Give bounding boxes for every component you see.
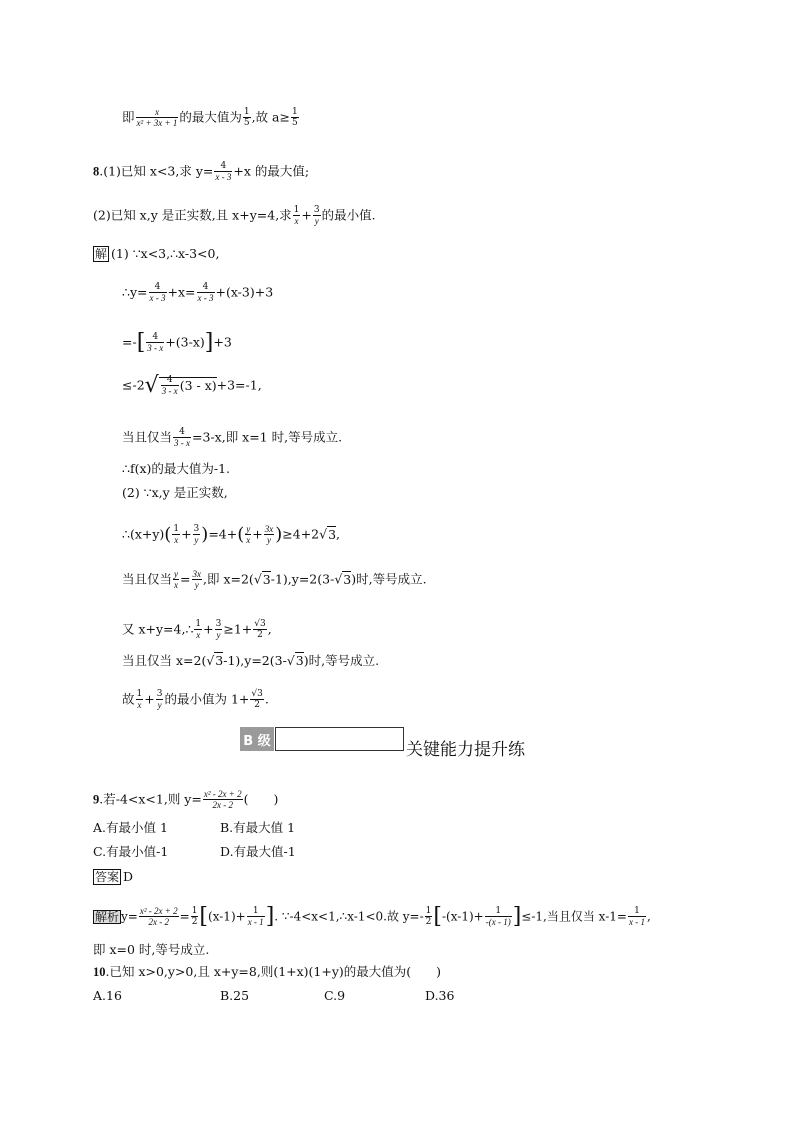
solution-line-5: 当且仅当 $\frac{4}{3 - x}$ =3-x,即 x=1 时,等号成立. (122, 427, 343, 448)
solution-line-2: ∴y= $\frac{4}{x - 3}$ +x= $\frac{4}{x - 3}$ +(x-3)+3 (122, 282, 274, 303)
fraction: $\frac{1}{x}$ (293, 205, 300, 226)
fraction: $\frac{√3}{2}$ (254, 619, 266, 640)
answer-label: 答案 (95, 870, 120, 884)
q9-answer: 答案 D (95, 869, 134, 884)
fraction: $\frac{4}{x - 3}$ (149, 282, 166, 303)
solution-line-6: ∴f(x)的最大值为-1. (122, 461, 231, 476)
q9-analysis-tail: 即 x=0 时,等号成立. (93, 942, 210, 957)
level-badge: B 级 (240, 727, 274, 751)
q9-option-d[interactable]: D.有最大值-1 (220, 844, 296, 859)
fraction: $\frac{1}{2}$ (425, 906, 432, 927)
fraction: $\frac{3}{y}$ (215, 619, 222, 640)
fraction: $\frac{3}{y}$ (193, 524, 200, 545)
question-number: 10 (93, 965, 106, 979)
solution-line-1: 解 (1) ∵x<3,∴x-3<0, (95, 246, 220, 261)
fraction: $\frac{\text{x² - 2x + 2}}{2x - 2}$ (203, 789, 242, 810)
fraction: $\frac{4}{x - 3}$ (215, 161, 232, 182)
solution-line-9: 当且仅当 $\frac{y}{x}$ = $\frac{3x}{y}$ ,即 x=2(√3-1),y=2(3-√3)时,等号成立. (122, 569, 427, 590)
solution-line-12: 故 $\frac{1}{x}$ + $\frac{3}{y}$ 的最小值为 1+ $\frac{√3}{2}$ . (122, 689, 269, 710)
fraction: $\frac{√3}{2}$ (251, 689, 263, 710)
fraction: $\frac{1}{x}$ (173, 524, 180, 545)
question-number: 9 (93, 792, 100, 807)
fraction: $\frac{1}{x}$ (195, 619, 202, 640)
solution-line-11: 当且仅当 x=2(√3-1),y=2(3-√3)时,等号成立. (122, 653, 380, 668)
question-number: 8 (93, 164, 100, 179)
fraction: $\frac{1}{x - 1}$ (247, 906, 264, 927)
fraction: $\frac{3}{y}$ (313, 205, 320, 226)
q10-option-b[interactable]: B.25 (220, 988, 250, 1003)
fraction: $\frac{\text{x² - 2x + 2}}{2x - 2}$ (139, 906, 178, 927)
section-title: 关键能力提升练 (406, 740, 525, 760)
fraction: $\frac{1}{2}$ (191, 906, 198, 927)
fraction: $\frac{4}{3 - x}$ (174, 427, 191, 448)
q10-option-a[interactable]: A.16 (93, 988, 122, 1003)
top-result-line: 即 $\frac{x}{\text{x² + 3x + 1}}$ 的最大值为 $\frac{1}{5}$ ,故 a≥ $\frac{1}{5}$ (122, 107, 298, 128)
fraction: $\frac{y}{x}$ (174, 569, 179, 590)
analysis-label: 解析 (95, 909, 120, 924)
fraction: $\frac{4}{3 - x}$ (161, 375, 178, 396)
fraction: $\frac{1}{5}$ (291, 107, 298, 128)
fraction: $\frac{y}{x}$ (246, 524, 251, 545)
solution-label: 解 (95, 247, 108, 261)
solution-line-8: ∴(x+y)( $\frac{1}{x}$ + $\frac{3}{y}$ )=4+( $\frac{y}{x}$ + $\frac{3x}{y}$ )≥4+2√3, (122, 524, 341, 545)
q9-option-a[interactable]: A.有最小值 1 (93, 820, 168, 835)
solution-line-4: ≤-2√ $\frac{4}{3 - x}$ (3 - x)+3=-1, (122, 373, 262, 398)
fraction: $\frac{1}{x}$ (136, 689, 143, 710)
fraction: $\frac{3}{y}$ (156, 689, 163, 710)
solution-line-10: 又 x+y=4,∴ $\frac{1}{x}$ + $\frac{3}{y}$ ≥1+ $\frac{√3}{2}$ , (122, 619, 272, 640)
fraction: $\frac{4}{x - 3}$ (197, 282, 214, 303)
q10-option-c[interactable]: C.9 (324, 988, 346, 1003)
badge-frame (275, 727, 404, 751)
q9-analysis: 解析 y= $\frac{\text{x² - 2x + 2}}{2x - 2}$ = $\frac{1}{2}$ [(x-1)+ $\frac{1}{x - 1}$ ]. ∵-4<x<1,∴x-1<0.故 y=- $\frac{1}{2}$ [-(x-1)+ $\frac{1}{-(x - 1)}$ ]≤-1,当且仅当 x-1= $\frac{1}{x - 1}$ , (95, 904, 651, 929)
question-10-stem: 10.已知 x>0,y>0,且 x+y=8,则(1+x)(1+y)的最大值为( ) (93, 964, 442, 979)
question-9-stem: 9.若-4<x<1,则 y= $\frac{\text{x² - 2x + 2}}{2x - 2}$ ( ) (93, 789, 279, 810)
q9-option-b[interactable]: B.有最大值 1 (220, 820, 296, 835)
fraction: $\frac{x}{\text{x² + 3x + 1}}$ (136, 107, 178, 128)
fraction: $\frac{1}{5}$ (243, 107, 250, 128)
question-8-part-1: 8.(1)已知 x<3,求 y= $\frac{4}{x - 3}$ +x 的最大值; (93, 161, 310, 182)
q10-option-d[interactable]: D.36 (425, 988, 455, 1003)
fraction: $\frac{3x}{y}$ (192, 569, 201, 590)
fraction: $\frac{3x}{y}$ (264, 524, 274, 545)
q9-option-c[interactable]: C.有最小值-1 (93, 844, 169, 859)
fraction: $\frac{4}{3 - x}$ (147, 332, 164, 353)
fraction: $\frac{1}{-(x - 1)}$ (485, 906, 511, 927)
solution-line-7: (2) ∵x,y 是正实数, (122, 485, 228, 500)
solution-line-3: =-[ $\frac{4}{3 - x}$ +(3-x)]+3 (122, 330, 232, 355)
question-8-part-2: (2)已知 x,y 是正实数,且 x+y=4,求 $\frac{1}{x}$ + $\frac{3}{y}$ 的最小值. (93, 205, 376, 226)
fraction: $\frac{1}{x - 1}$ (628, 906, 645, 927)
